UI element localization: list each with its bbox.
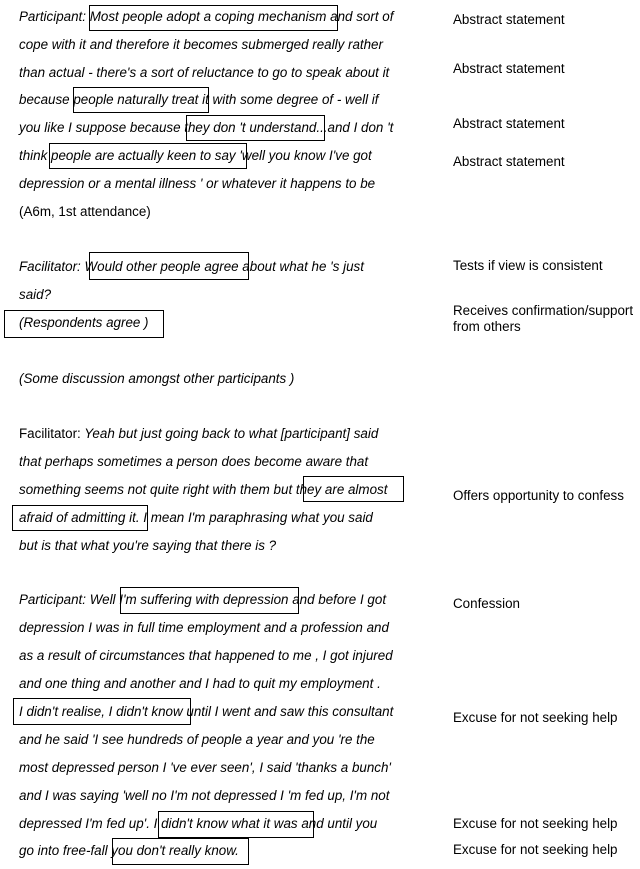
transcript-line-21: and one thing and another and I had to quit my employment . xyxy=(19,676,381,691)
coded-phrase-box xyxy=(4,310,164,338)
annotation-code: Excuse for not seeking help xyxy=(453,842,618,857)
transcript-line-5: you like I suppose because they don 't understand...and I don 't xyxy=(19,120,394,135)
line-text: Most people adopt a coping mechanism and sort of xyxy=(86,9,394,24)
coded-phrase-box xyxy=(120,587,299,614)
transcript-line-17: but is that what you're saying that there is ? xyxy=(19,538,277,553)
annotation-code: Abstract statement xyxy=(453,116,565,131)
transcript-line-12: (Some discussion amongst other participants ) xyxy=(19,371,295,386)
transcript-line-11: (Respondents agree ) xyxy=(19,315,149,330)
coded-phrase-box xyxy=(186,115,325,141)
coded-phrase-box xyxy=(13,698,191,725)
speaker-label: Participant: xyxy=(19,592,86,607)
annotation-code: Receives confirmation/support xyxy=(453,303,634,318)
transcript-line-23: and he said 'I see hundreds of people a year and you 're the xyxy=(19,732,375,747)
transcript-line-24: most depressed person I 've ever seen', I said 'thanks a bunch' xyxy=(19,760,391,775)
coded-phrase-box xyxy=(89,5,338,31)
coded-phrase-box xyxy=(73,87,209,113)
line-text: Yeah but just going back to what [participant] said xyxy=(80,426,379,441)
coded-phrase-box xyxy=(303,476,404,502)
transcript-line-6: think people are actually keen to say 'well you know I've got xyxy=(19,148,372,163)
coded-phrase-box xyxy=(49,143,247,169)
annotation-code: Excuse for not seeking help xyxy=(453,816,618,831)
line-text: Well I'm suffering with depression and before I got xyxy=(86,592,387,607)
transcript-line-26: depressed I'm fed up'. I didn't know what it was and until you xyxy=(19,816,378,831)
annotation-code: Abstract statement xyxy=(453,12,565,27)
transcript-line-16: afraid of admitting it. I mean I'm paraphrasing what you said xyxy=(19,510,373,525)
annotation-code: Offers opportunity to confess xyxy=(453,488,624,503)
coded-phrase-box xyxy=(158,811,314,838)
speaker-label: Facilitator: xyxy=(19,426,81,441)
transcript-line-25: and I was saying 'well no I'm not depressed I 'm fed up, I'm not xyxy=(19,788,390,803)
transcript-line-20: as a result of circumstances that happened to me , I got injured xyxy=(19,648,393,663)
transcript-line-3: than actual - there's a sort of reluctance to go to speak about it xyxy=(19,65,390,80)
speaker-label: Facilitator: xyxy=(19,259,81,274)
annotation-code: Tests if view is consistent xyxy=(453,258,603,273)
annotation-code: Abstract statement xyxy=(453,61,565,76)
attendance-reference: (A6m, 1st attendance) xyxy=(19,204,151,219)
transcript-line-4: because people naturally treat it with some degree of - well if xyxy=(19,92,379,107)
line-text: Would other people agree about what he 's just xyxy=(80,259,364,274)
coded-phrase-box xyxy=(112,838,249,865)
speaker-label: Participant: xyxy=(19,9,86,24)
transcript-line-27: go into free-fall you don't really know. xyxy=(19,843,239,858)
transcript-line-15: something seems not quite right with them but they are almost xyxy=(19,482,388,497)
annotation-code: Confession xyxy=(453,596,520,611)
annotation-code: Abstract statement xyxy=(453,154,565,169)
transcript-line-7: depression or a mental illness ' or whatever it happens to be xyxy=(19,176,376,191)
annotation-code: Excuse for not seeking help xyxy=(453,710,618,725)
transcript-line-2: cope with it and therefore it becomes submerged really rather xyxy=(19,37,383,52)
transcript-line-22: I didn't realise, I didn't know until I went and saw this consultant xyxy=(19,704,394,719)
transcript-line-13 xyxy=(19,426,378,442)
transcript-line-10: said? xyxy=(19,287,52,302)
annotation-code: from others xyxy=(453,319,521,334)
transcript-line-19: depression I was in full time employment and a profession and xyxy=(19,620,389,635)
coded-phrase-box xyxy=(12,505,148,531)
transcript-line-14: that perhaps sometimes a person does become aware that xyxy=(19,454,369,469)
coded-phrase-box xyxy=(89,252,249,280)
